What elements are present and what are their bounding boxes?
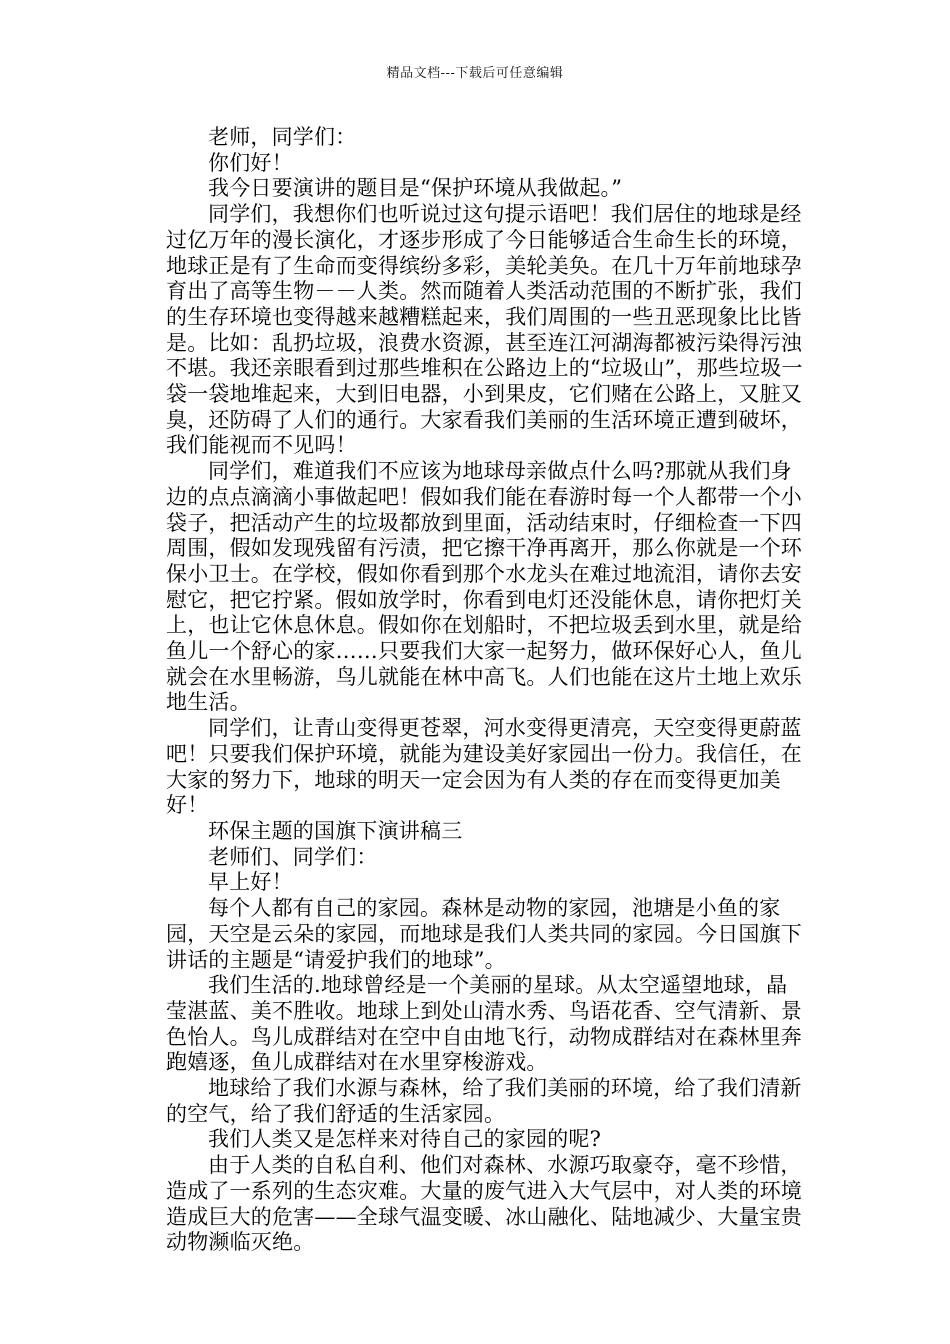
document-body [166,125,806,1256]
speech-topic-line: 我今日要演讲的题目是“保护环境从我做起。” [208,176,623,201]
section-title: 环保主题的国旗下演讲稿三 [208,818,463,843]
body-paragraph: 我们人类又是怎样来对待自己的家园的呢? [208,1127,602,1152]
body-paragraph: 每个人都有自己的家园。森林是动物的家园，池塘是小鱼的家园，天空是云朵的家园，而地球是我们人类共同的家园。今日国旗下讲话的主题是“请爱护我们的地球”。 [166,896,802,972]
greeting-line: 老师们、同学们： [208,844,378,869]
body-paragraph: 同学们，让青山变得更苍翠，河水变得更清亮，天空变得更蔚蓝吧！只要我们保护环境，就能为建设美好家园出一份力。我信任，在大家的努力下，地球的明天一定会因为有人类的存在而变得更加美好！ [166,716,802,818]
greeting-line: 老师，同学们： [208,125,357,149]
body-paragraph: 地球给了我们水源与森林，给了我们美丽的环境，给了我们清新的空气，给了我们舒适的生活家园。 [166,1076,802,1126]
salutation-line: 你们好！ [208,150,293,175]
page-header: 精品文档---下载后可任意编辑 [386,66,564,81]
salutation-line: 早上好！ [208,870,293,895]
body-paragraph: 同学们，我想你们也听说过这句提示语吧！我们居住的地球是经过亿万年的漫长演化，才逐步形成了今日能够适合生命生长的环境，地球正是有了生命而变得缤纷多彩，美轮美奂。在几十万年前地球孕育出了高等生物－－人类。然而随着人类活动范围的不断扩张，我们的生存环境也变得越来越糟糕起来，我们周围的一些丑恶现象比比皆是。比如：乱扔垃圾，浪费水资源，甚至连江河湖海都被污染得污浊不堪。我还亲眼看到过那些堆积在公路边上的“垃圾山”，那些垃圾一袋一袋地堆起来，大到旧电器，小到果皮，它们赌在公路上，又脏又臭，还防碍了人们的通行。大家看我们美丽的生活环境正遭到破坏，我们能视而不见吗！ [166,202,803,458]
body-paragraph: 由于人类的自私自利、他们对森林、水源巧取豪夺，毫不珍惜，造成了一系列的生态灾难。大量的废气进入大气层中，对人类的环境造成巨大的危害——全球气温变暖、冰山融化、陆地减少、大量宝贵动物濒临灭绝。 [166,1153,802,1255]
body-paragraph: 同学们，难道我们不应该为地球母亲做点什么吗?那就从我们身边的点点滴滴小事做起吧！假如我们能在春游时每一个人都带一个小袋子，把活动产生的垃圾都放到里面，活动结束时，仔细检查一下四周围，假如发现残留有污渍，把它擦干净再离开，那么你就是一个环保小卫士。在学校，假如你看到那个水龙头在难过地流泪，请你去安慰它，把它拧紧。假如放学时，你看到电灯还没能休息，请你把灯关上，也让它休息休息。假如你在划船时，不把垃圾丢到水里，就是给鱼儿一个舒心的家……只要我们大家一起努力，做环保好心人，鱼儿就会在水里畅游，鸟儿就能在林中高飞。人们也能在这片土地上欢乐地生活。 [166,459,802,715]
body-paragraph: 我们生活的.地球曾经是一个美丽的星球。从太空遥望地球，晶莹湛蓝、美不胜收。地球上到处山清水秀、鸟语花香、空气清新、景色怡人。鸟儿成群结对在空中自由地飞行，动物成群结对在森林里奔跑嬉逐，鱼儿成群结对在水里穿梭游戏。 [166,973,802,1075]
